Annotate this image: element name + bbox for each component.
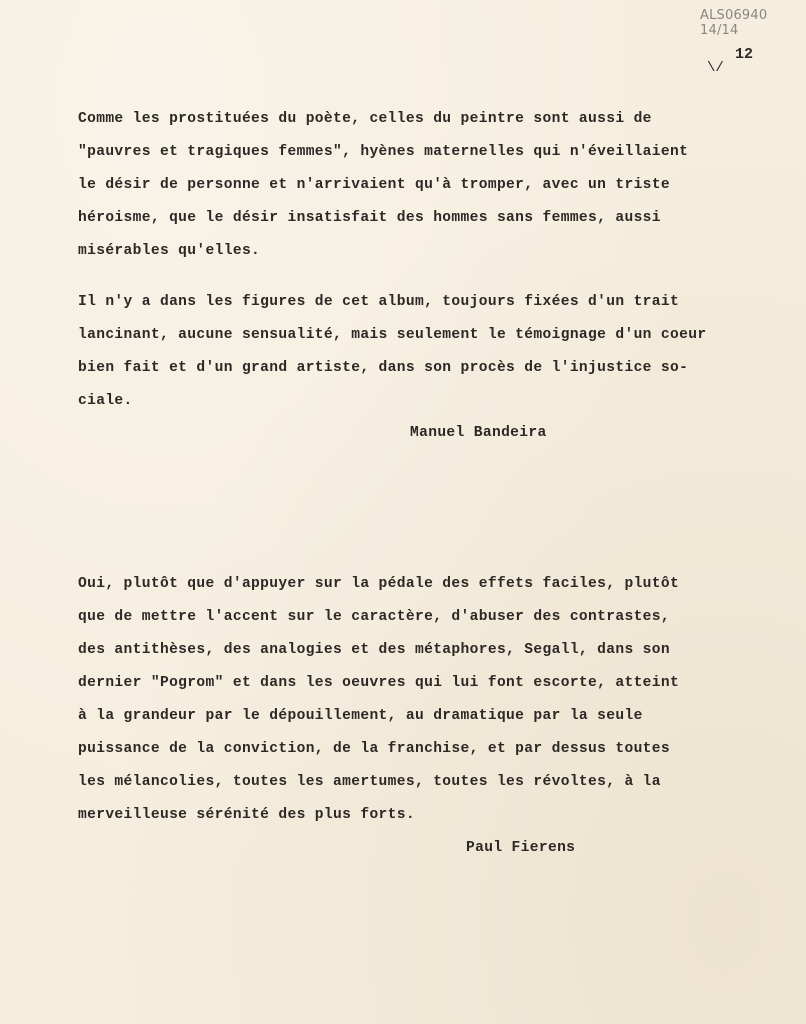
text-line: Il n'y a dans les figures de cet album, toujours fixées d'un trait	[78, 294, 680, 310]
text-line: ciale.	[78, 393, 133, 409]
signature-manuel-bandeira: Manuel Bandeira	[410, 425, 547, 441]
paragraph-3	[78, 568, 679, 832]
paragraph-2	[78, 286, 706, 418]
page-number: 12	[735, 46, 754, 63]
text-line: que de mettre l'accent sur le caractère, d'abuser des contrastes,	[78, 609, 670, 625]
text-line: le désir de personne et n'arrivaient qu'à tromper, avec un triste	[78, 177, 670, 193]
text-line: merveilleuse sérénité des plus forts.	[78, 807, 415, 823]
text-line: misérables qu'elles.	[78, 243, 261, 259]
archive-reference: ALS06940 14/14	[700, 8, 768, 38]
paragraph-1	[78, 103, 688, 268]
text-line: puissance de la conviction, de la franchise, et par dessus toutes	[78, 741, 670, 757]
text-line: Oui, plutôt que d'appuyer sur la pédale des effets faciles, plutôt	[78, 576, 680, 592]
signature-paul-fierens: Paul Fierens	[466, 840, 576, 856]
text-line: héroisme, que le désir insatisfait des hommes sans femmes, aussi	[78, 210, 661, 226]
text-line: des antithèses, des analogies et des métaphores, Segall, dans son	[78, 642, 670, 658]
text-line: "pauvres et tragiques femmes", hyènes maternelles qui n'éveillaient	[78, 144, 689, 160]
margin-check-mark: \/	[707, 60, 724, 76]
text-line: lancinant, aucune sensualité, mais seulement le témoignage d'un coeur	[78, 327, 707, 343]
text-line: Comme les prostituées du poète, celles du peintre sont aussi de	[78, 111, 652, 127]
text-line: les mélancolies, toutes les amertumes, toutes les révoltes, à la	[78, 774, 661, 790]
text-line: à la grandeur par le dépouillement, au dramatique par la seule	[78, 708, 643, 724]
text-line: bien fait et d'un grand artiste, dans son procès de l'injustice so-	[78, 360, 689, 376]
text-line: dernier "Pogrom" et dans les oeuvres qui lui font escorte, atteint	[78, 675, 680, 691]
